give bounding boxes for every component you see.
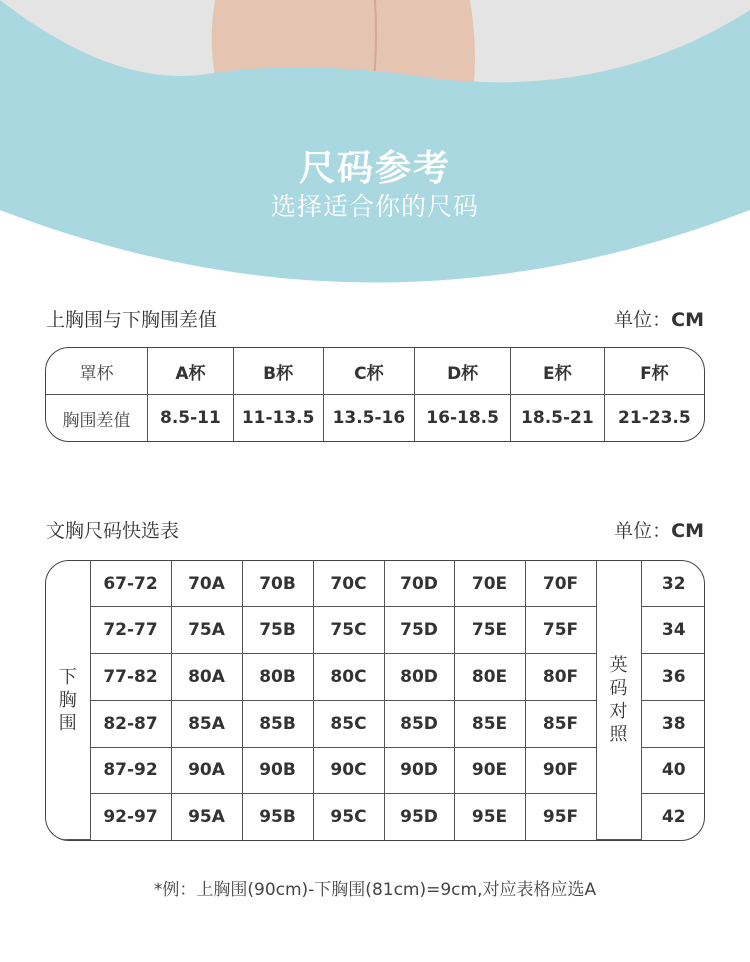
diff-cell: 13.5-16: [323, 395, 415, 442]
range-cell: 72-77: [90, 607, 171, 654]
cup-cell: A杯: [148, 348, 234, 395]
english-size-label-char: 照: [609, 724, 628, 745]
cup-cell: E杯: [510, 348, 604, 395]
size-cell: 95C: [313, 794, 384, 840]
size-cell: 85A: [171, 700, 242, 747]
english-size-label-char: 对: [609, 701, 628, 722]
size-cell: 80E: [454, 653, 525, 700]
size-quick-table: [45, 560, 705, 841]
size-cell: 95B: [242, 794, 313, 840]
size-cell: 85D: [384, 700, 454, 747]
range-cell: 77-82: [90, 653, 171, 700]
cup-cell: B杯: [233, 348, 323, 395]
diff-cell: 11-13.5: [233, 395, 323, 442]
range-cell: 67-72: [90, 561, 171, 607]
size-cell: 75B: [242, 607, 313, 654]
range-cell: 82-87: [90, 700, 171, 747]
size-cell: 90E: [454, 747, 525, 794]
size-cell: 90F: [525, 747, 596, 794]
size-cell: 80A: [171, 653, 242, 700]
table-row: [46, 561, 705, 607]
cup-cell: C杯: [323, 348, 415, 395]
size-cell: 85E: [454, 700, 525, 747]
uk-size-cell: 32: [641, 561, 705, 607]
size-cell: 80D: [384, 653, 454, 700]
cup-cell: F杯: [604, 348, 704, 395]
cup-section-unit: [614, 305, 704, 332]
size-cell: 70E: [454, 561, 525, 607]
underbust-label-char: 胸: [58, 689, 77, 711]
uk-size-cell: 40: [641, 747, 705, 794]
size-cell: 70B: [242, 561, 313, 607]
uk-size-cell: 42: [641, 794, 705, 840]
diff-row-label: 胸围差值: [46, 395, 148, 442]
size-cell: 95E: [454, 794, 525, 840]
cup-section-title: 上胸围与下胸围差值: [46, 309, 218, 331]
diff-cell: 16-18.5: [415, 395, 511, 442]
size-cell: 70D: [384, 561, 454, 607]
hero-banner: [0, 0, 750, 290]
size-cell: 80F: [525, 653, 596, 700]
size-cell: 80C: [313, 653, 384, 700]
diff-cell: 21-23.5: [604, 395, 704, 442]
cup-difference-table: [45, 347, 705, 442]
size-cell: 70C: [313, 561, 384, 607]
cup-cell: D杯: [415, 348, 511, 395]
english-size-label-char: 英: [609, 655, 628, 676]
underbust-label: [46, 561, 90, 840]
table-row: [46, 348, 704, 395]
uk-size-cell: 38: [641, 700, 705, 747]
size-cell: 75D: [384, 607, 454, 654]
hero-title: 尺码参考: [298, 148, 451, 189]
size-cell: 90B: [242, 747, 313, 794]
hero-subtitle: 选择适合你的尺码: [270, 192, 479, 221]
size-cell: 90C: [313, 747, 384, 794]
size-section-unit: [614, 516, 704, 543]
size-cell: 75E: [454, 607, 525, 654]
size-cell: 70F: [525, 561, 596, 607]
english-size-label: [596, 561, 641, 840]
underbust-label-char: 下: [58, 666, 77, 688]
size-cell: 80B: [242, 653, 313, 700]
example-note: *例：上胸围(90cm)-下胸围(81cm)=9cm,对应表格应选A: [153, 880, 597, 900]
size-cell: 85C: [313, 700, 384, 747]
unit-value: CM: [671, 309, 704, 331]
size-cell: 75A: [171, 607, 242, 654]
size-cell: 90A: [171, 747, 242, 794]
size-cell: 95F: [525, 794, 596, 840]
size-cell: 70A: [171, 561, 242, 607]
size-cell: 85F: [525, 700, 596, 747]
diff-cell: 8.5-11: [148, 395, 234, 442]
table-row: [46, 395, 704, 442]
uk-size-cell: 34: [641, 607, 705, 654]
size-cell: 90D: [384, 747, 454, 794]
uk-size-cell: 36: [641, 653, 705, 700]
unit-label: 单位：: [614, 520, 672, 542]
size-cell: 85B: [242, 700, 313, 747]
size-cell: 75F: [525, 607, 596, 654]
unit-label: 单位：: [614, 309, 672, 331]
unit-value: CM: [671, 520, 704, 542]
range-cell: 92-97: [90, 794, 171, 840]
diff-cell: 18.5-21: [510, 395, 604, 442]
english-size-label-char: 码: [609, 678, 628, 699]
size-cell: 95D: [384, 794, 454, 840]
underbust-label-char: 围: [58, 712, 77, 734]
range-cell: 87-92: [90, 747, 171, 794]
size-cell: 75C: [313, 607, 384, 654]
size-section-title: 文胸尺码快选表: [46, 520, 180, 542]
cup-row-label: 罩杯: [46, 348, 148, 395]
size-cell: 95A: [171, 794, 242, 840]
